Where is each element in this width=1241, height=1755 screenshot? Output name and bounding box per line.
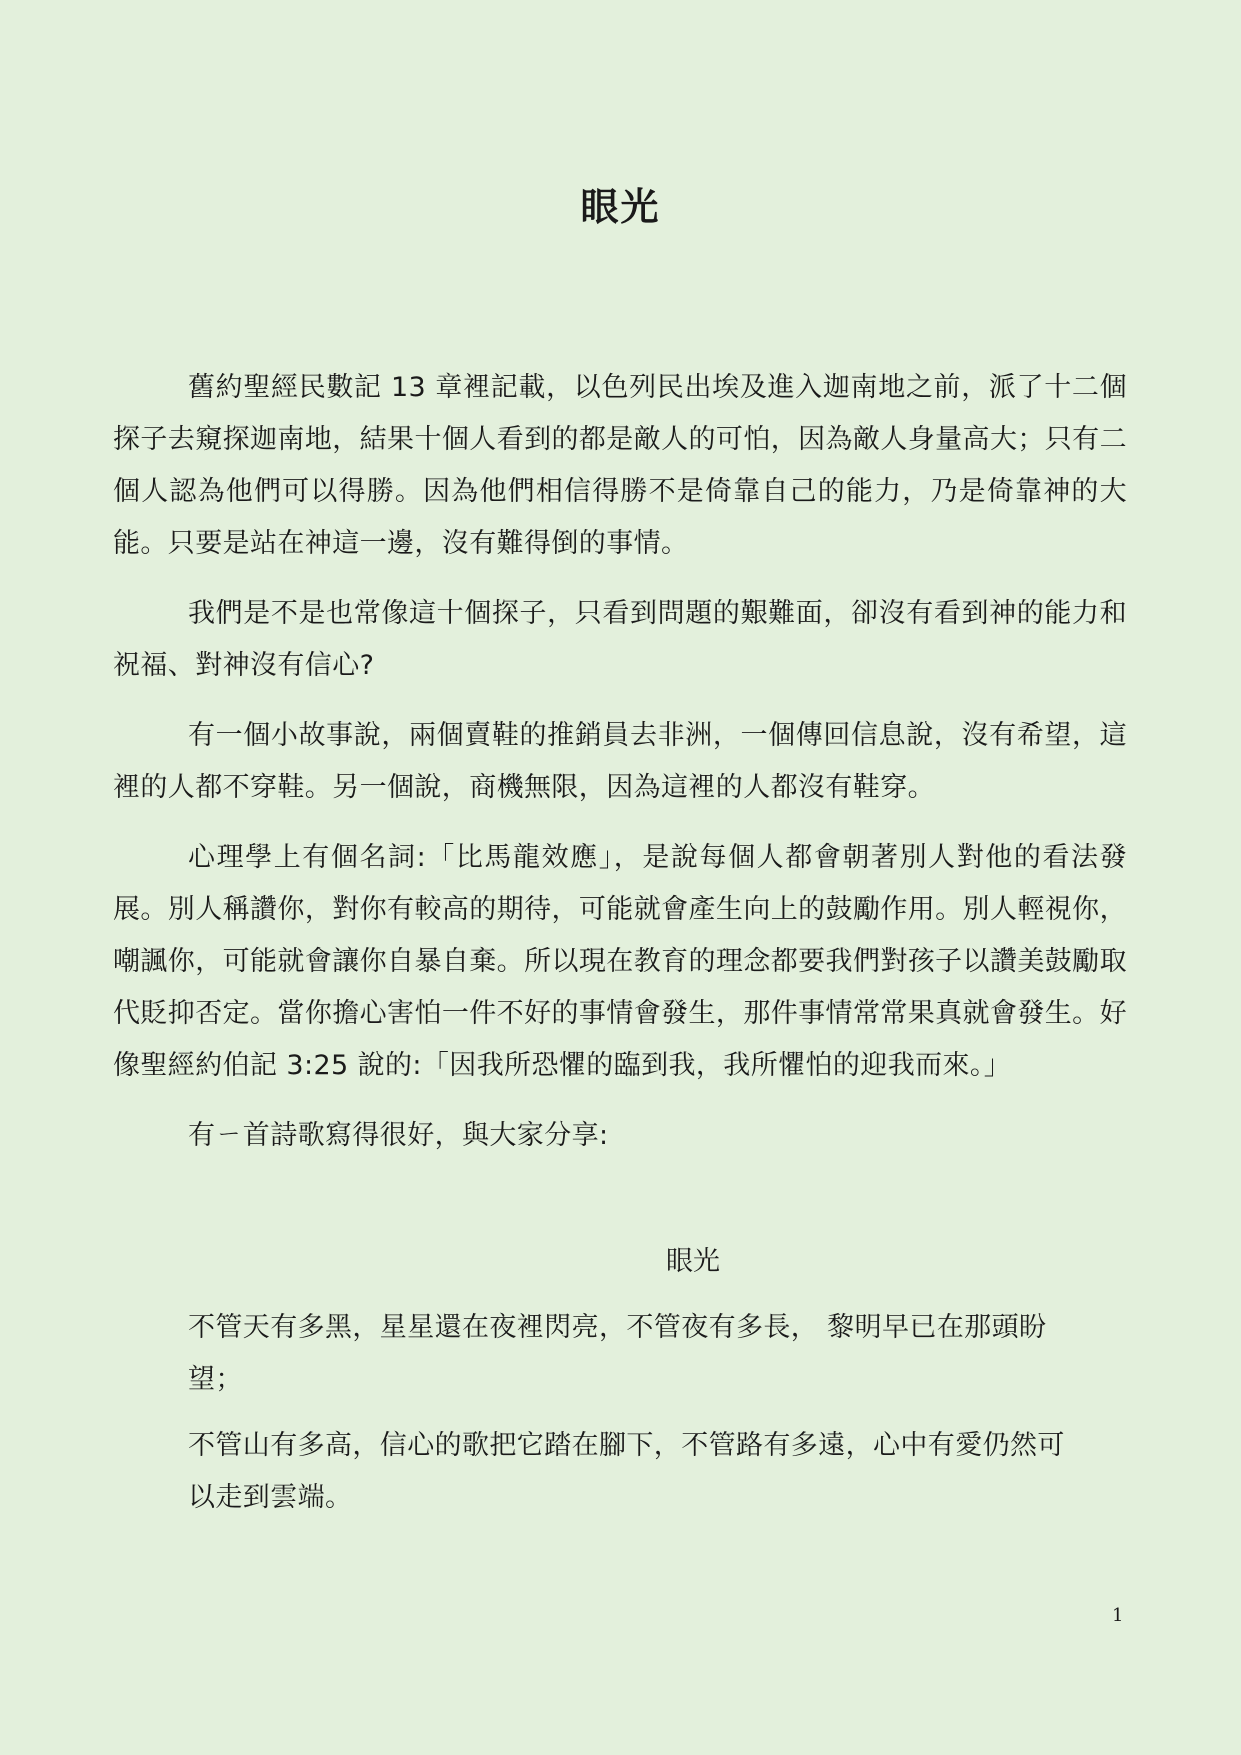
paragraph-1: 舊約聖經民數記 13 章裡記載，以色列民出埃及進入迦南地之前，派了十二個探子去窺探迦南地，結果十個人看到的都是敵人的可怕，因為敵人身量高大；只有二個人認為他們可以得勝。因為他們相信得勝不是倚靠自己的能力，乃是倚靠神的大能。只要是站在神這一邊，沒有難得倒的事情。	[113, 372, 1127, 559]
paragraph-2: 我們是不是也常像這十個探子，只看到問題的艱難面，卻沒有看到神的能力和祝福、對神沒有信心?	[113, 598, 1127, 681]
document-body	[113, 362, 1127, 1538]
poem-line-1: 不管天有多黑，星星還在夜裡閃亮，不管夜有多長， 黎明早已在那頭盼望；	[188, 1312, 1047, 1395]
poem-line-2: 不管山有多高，信心的歌把它踏在腳下，不管路有多遠，心中有愛仍然可以走到雲端。	[188, 1430, 1065, 1513]
paragraph-5: 有ㄧ首詩歌寫得很好，與大家分享:	[188, 1120, 609, 1151]
paragraph-3: 有一個小故事說，兩個賣鞋的推銷員去非洲，一個傳回信息說，沒有希望，這裡的人都不穿鞋。另一個說，商機無限，因為這裡的人都沒有鞋穿。	[113, 720, 1127, 803]
paragraph-4: 心理學上有個名詞:「比馬龍效應」，是說每個人都會朝著別人對他的看法發展。別人稱讚你，對你有較高的期待，可能就會產生向上的鼓勵作用。別人輕視你，嘲諷你，可能就會讓你自暴自棄。所以現在教育的理念都要我們對孩子以讚美鼓勵取代貶抑否定。當你擔心害怕一件不好的事情會發生，那件事情常常果真就會發生。好像聖經約伯記 3:25 說的:「因我所恐懼的臨到我，我所懼怕的迎我而來。」	[113, 842, 1127, 1081]
poem-title: 眼光	[666, 1246, 720, 1277]
page-number: 1	[1112, 1605, 1124, 1626]
document-title: 眼光	[580, 185, 661, 229]
section-spacer	[113, 1180, 1127, 1236]
